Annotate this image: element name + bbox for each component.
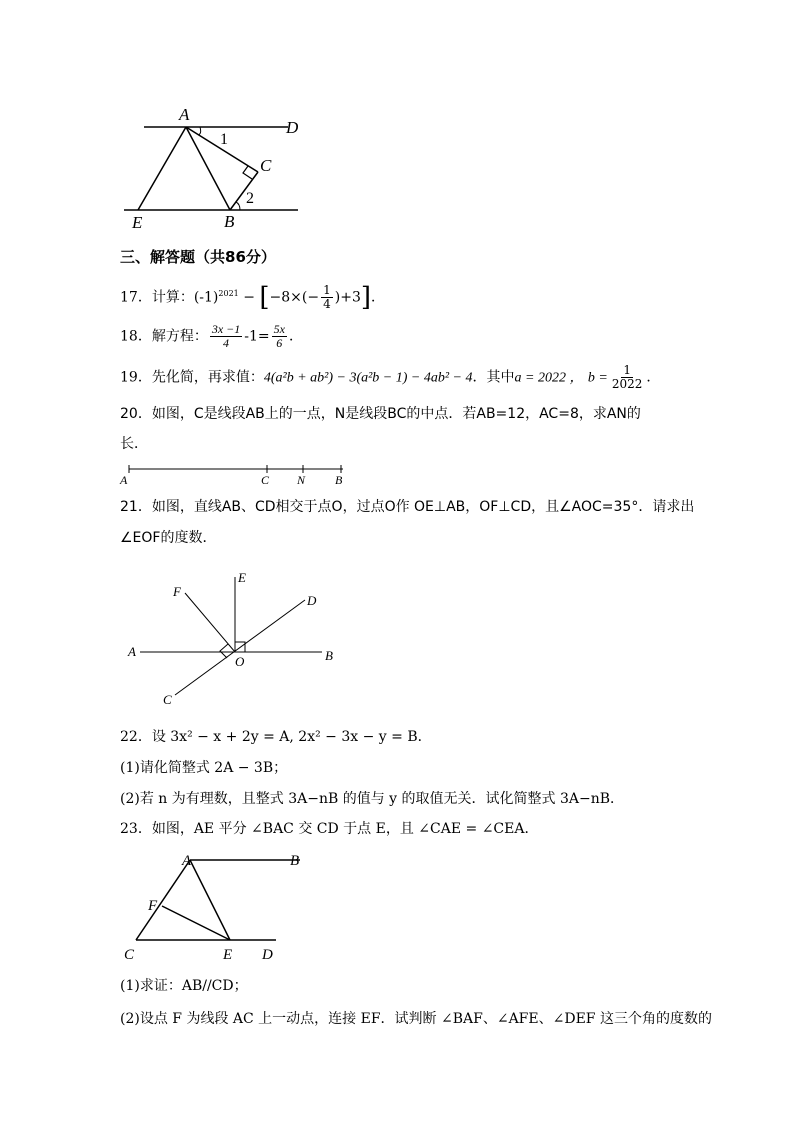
q22-line-3: (2)若 n 为有理数，且整式 3A−nB 的值与 y 的取值无关．试化简整式 3A−nB． (120, 791, 625, 807)
point-e: E (223, 947, 233, 963)
point-d: D (307, 593, 317, 608)
seg-ae (138, 127, 186, 210)
q18-mid: -1= (244, 328, 270, 345)
q18-left-num: 3x −1 (211, 322, 241, 336)
intersecting-lines-figure (120, 565, 350, 710)
q19-b-num: 1 (623, 363, 631, 377)
q19-where: ．其中 (472, 369, 515, 386)
q18-right-den: 6 (276, 336, 283, 350)
q19-b-den: 2022 (611, 377, 643, 391)
q18-label: 解方程： (151, 328, 208, 345)
label-2: 2 (246, 190, 254, 207)
q19-b-prefix: b = (587, 370, 608, 386)
top-figure (120, 100, 320, 240)
q18-end: ． (288, 328, 303, 345)
q17-frac-den: 4 (323, 297, 331, 312)
label-b: B (224, 212, 235, 231)
point-a: A (120, 473, 128, 487)
label-1: 1 (220, 131, 228, 148)
seg-fe (162, 906, 230, 940)
point-c: C (163, 692, 172, 707)
q19-a-value: a = 2022 ， (514, 370, 584, 386)
q19-expr: 4(a²b + ab²) − 3(a²b − 1) − 4ab² − 4 (263, 370, 473, 386)
q17-frac-num: 1 (323, 283, 331, 298)
point-c: C (261, 473, 270, 487)
ray-of (185, 593, 235, 652)
question-18 (120, 323, 303, 350)
q17-exp: 2021 (218, 289, 239, 298)
label-e: E (132, 213, 143, 232)
right-angle-fod (220, 644, 228, 658)
q17-number: 17． (120, 289, 152, 306)
q19-end: ． (646, 369, 661, 386)
point-o: O (235, 654, 245, 669)
q22-line-2: (1)请化简整式 2A − 3B； (120, 760, 288, 776)
q19-number: 19． (120, 369, 152, 386)
q22-line-1: 22．设 3x² − x + 2y = A, 2x² − 3x − y = B． (120, 729, 432, 745)
point-e: E (238, 570, 246, 585)
q17-label: 计算： (151, 289, 194, 306)
angle-arc-1 (198, 127, 201, 135)
point-a: A (128, 644, 136, 659)
q18-right-num: 5x (273, 322, 285, 336)
q17-base: (-1) (193, 289, 219, 306)
question-19 (120, 364, 660, 391)
q17-minus: − (243, 289, 255, 306)
point-a: A (182, 853, 192, 869)
q21-line-2: ∠EOF的度数． (120, 530, 217, 546)
segment-figure (115, 460, 355, 488)
q17-inner-end: )+3 (334, 289, 361, 306)
point-b: B (290, 853, 300, 869)
q18-number: 18． (120, 328, 152, 345)
q23-line-1: 23．如图，AE 平分 ∠BAC 交 CD 于点 E，且 ∠CAE = ∠CEA． (120, 821, 539, 837)
point-f: F (173, 584, 181, 599)
question-17: 17．计算：$(-1)^{2021} - [-8\times(-$ $\frac{1}{4}$ )+3]． (120, 282, 386, 313)
line-cd (175, 600, 305, 695)
point-b: B (325, 648, 333, 663)
q23-line-3: (2)设点 F 为线段 AC 上一动点，连接 EF．试判断 ∠BAF、∠AFE、∠DEF 这三个角的度数的 (120, 1011, 712, 1027)
q20-line-2: 长． (120, 436, 148, 452)
label-c: C (260, 156, 272, 175)
label-a: A (179, 105, 190, 124)
seg-ae (190, 860, 230, 940)
bottom-figure (118, 848, 318, 968)
q17-inner: −8×(− (269, 289, 320, 306)
q18-left-den: 4 (223, 336, 230, 350)
section-title: 三、解答题（共86分） (120, 248, 276, 266)
q19-label: 先化简，再求值： (151, 369, 264, 386)
point-b: B (335, 473, 343, 487)
point-f: F (148, 898, 158, 914)
angle-arc-2 (236, 202, 240, 210)
point-c: C (124, 947, 135, 963)
label-d: D (286, 118, 299, 137)
q20-line-1: 20．如图，C是线段AB上的一点，N是线段BC的中点．若AB=12，AC=8，求AN的 (120, 406, 641, 422)
point-n: N (297, 473, 306, 487)
q21-line-1: 21．如图，直线AB、CD相交于点O，过点O作 OE⊥AB，OF⊥CD，且∠AOC=35°．请求出 (120, 499, 695, 515)
point-d: D (262, 947, 273, 963)
q23-line-2: (1)求证：AB//CD； (120, 978, 248, 994)
seg-ac (136, 860, 190, 940)
q17-end: ． (371, 289, 386, 306)
